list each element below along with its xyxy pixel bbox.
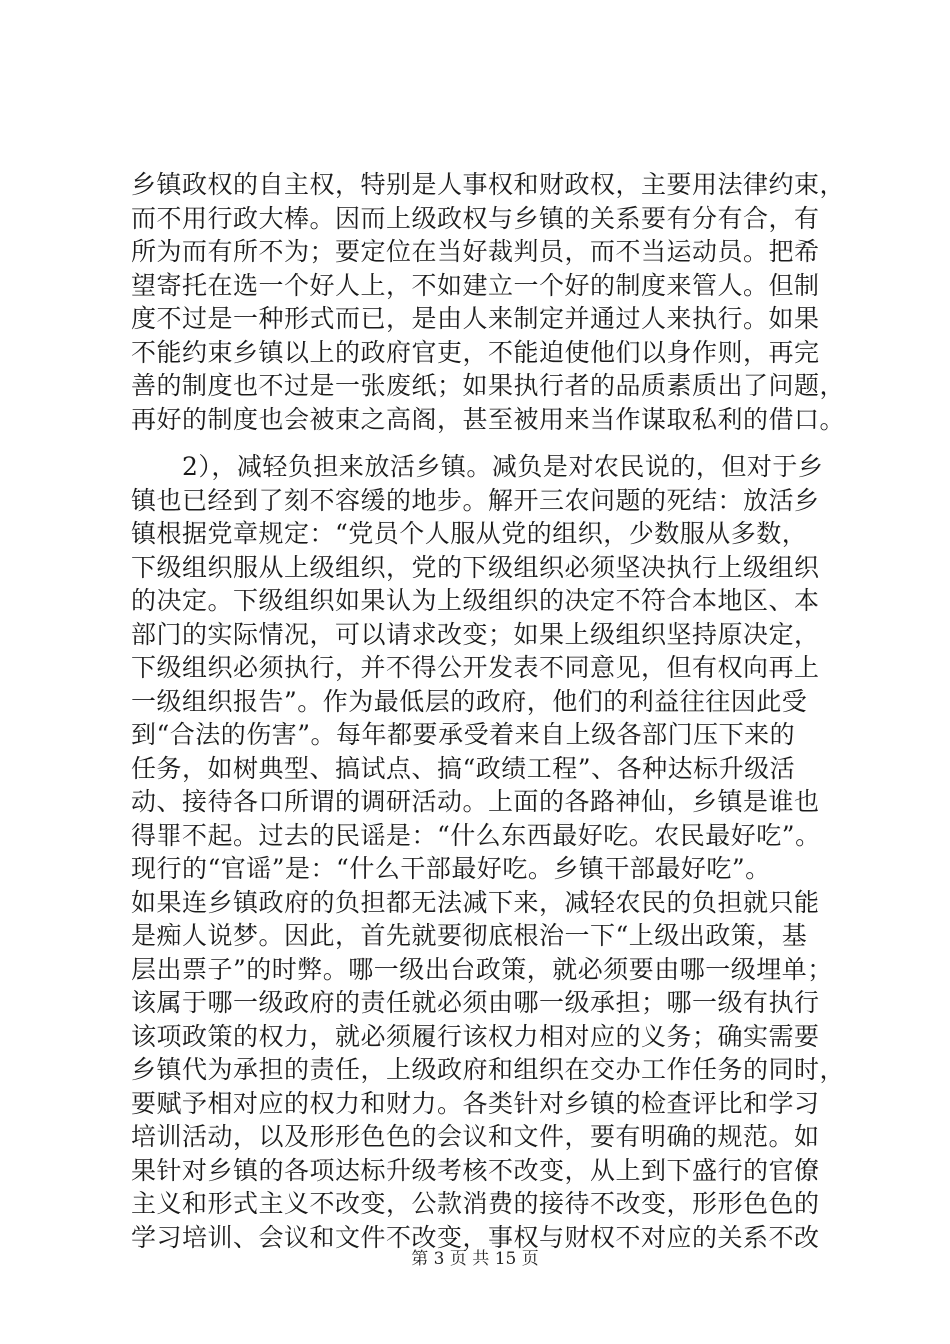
text-line: 要赋予相对应的权力和财力。各类针对乡镇的检查评比和学习 <box>131 1088 820 1118</box>
text-line: 层出票子”的时弊。哪一级出台政策，就必须要由哪一级埋单； <box>131 954 833 984</box>
text-line: 乡镇代为承担的责任，上级政府和组织在交办工作任务的同时， <box>131 1055 846 1084</box>
text-line: 现行的“官谣”是：“什么干部最好吃。乡镇干部最好吃”。 <box>131 854 771 883</box>
text-line: 再好的制度也会被束之高阁，甚至被用来当作谋取私利的借口。 <box>131 404 846 434</box>
text-line: 而不用行政大棒。因而上级政权与乡镇的关系要有分有合，有 <box>131 203 820 233</box>
text-line: 学习培训、会议和文件不改变，事权与财权不对应的关系不改 <box>131 1222 820 1252</box>
text-line: 如果连乡镇政府的负担都无法减下来，减轻农民的负担就只能 <box>131 887 820 917</box>
text-line: 下级组织必须执行，并不得公开发表不同意见，但有权向再上 <box>131 653 820 682</box>
text-line: 所为而有所不为；要定位在当好裁判员，而不当运动员。把希 <box>131 237 820 266</box>
text-line: 主义和形式主义不改变，公款消费的接待不改变，形形色色的 <box>131 1189 820 1218</box>
text-line: 得罪不起。过去的民谣是：“什么东西最好吃。农民最好吃”。 <box>131 820 821 850</box>
text-line: 度不过是一种形式而已，是由人来制定并通过人来执行。如果 <box>131 304 820 333</box>
page-number: 第 3 页 共 15 页 <box>411 1249 539 1269</box>
text-line: 不能约束乡镇以上的政府官吏，不能迫使他们以身作则，再完 <box>131 337 820 367</box>
text-line: 到“合法的伤害”。每年都要承受着来自上级各部门压下来的 <box>131 720 796 749</box>
text-line: 部门的实际情况，可以请求改变；如果上级组织坚持原决定， <box>131 619 820 649</box>
text-line: 望寄托在选一个好人上，不如建立一个好的制度来管人。但制 <box>131 270 820 300</box>
text-line: 该项政策的权力，就必须履行该权力相对应的义务；确实需要 <box>131 1021 820 1051</box>
text-line: 该属于哪一级政府的责任就必须由哪一级承担；哪一级有执行 <box>131 988 820 1017</box>
text-line: 动、接待各口所谓的调研活动。上面的各路神仙，乡镇是谁也 <box>131 787 820 816</box>
text-line: 是痴人说梦。因此，首先就要彻底根治一下“上级出政策，基 <box>131 921 808 950</box>
text-line: 善的制度也不过是一张废纸；如果执行者的品质素质出了问题， <box>131 371 846 400</box>
paragraph-1 <box>131 168 845 436</box>
text-line: 果针对乡镇的各项达标升级考核不改变，从上到下盛行的官僚 <box>131 1155 820 1185</box>
page-footer <box>0 1244 950 1269</box>
text-line: 培训活动，以及形形色色的会议和文件，要有明确的规范。如 <box>131 1122 820 1151</box>
paragraph-2 <box>131 450 845 1254</box>
text-line: 一级组织报告”。作为最低层的政府，他们的利益往往因此受 <box>131 686 808 716</box>
text-line: 镇根据党章规定：“党员个人服从党的组织，少数服从多数， <box>131 519 808 548</box>
text-line: 2），减轻负担来放活乡镇。减负是对农民说的，但对于乡 <box>131 452 824 481</box>
text-line: 镇也已经到了刻不容缓的地步。解开三农问题的死结：放活乡 <box>131 485 820 515</box>
text-line: 下级组织服从上级组织，党的下级组织必须坚决执行上级组织 <box>131 552 820 582</box>
text-line: 的决定。下级组织如果认为上级组织的决定不符合本地区、本 <box>131 586 820 615</box>
text-line: 乡镇政权的自主权，特别是人事权和财政权，主要用法律约束， <box>131 170 846 199</box>
text-line: 任务，如树典型、搞试点、搞“政绩工程”、各种达标升级活 <box>131 753 796 783</box>
